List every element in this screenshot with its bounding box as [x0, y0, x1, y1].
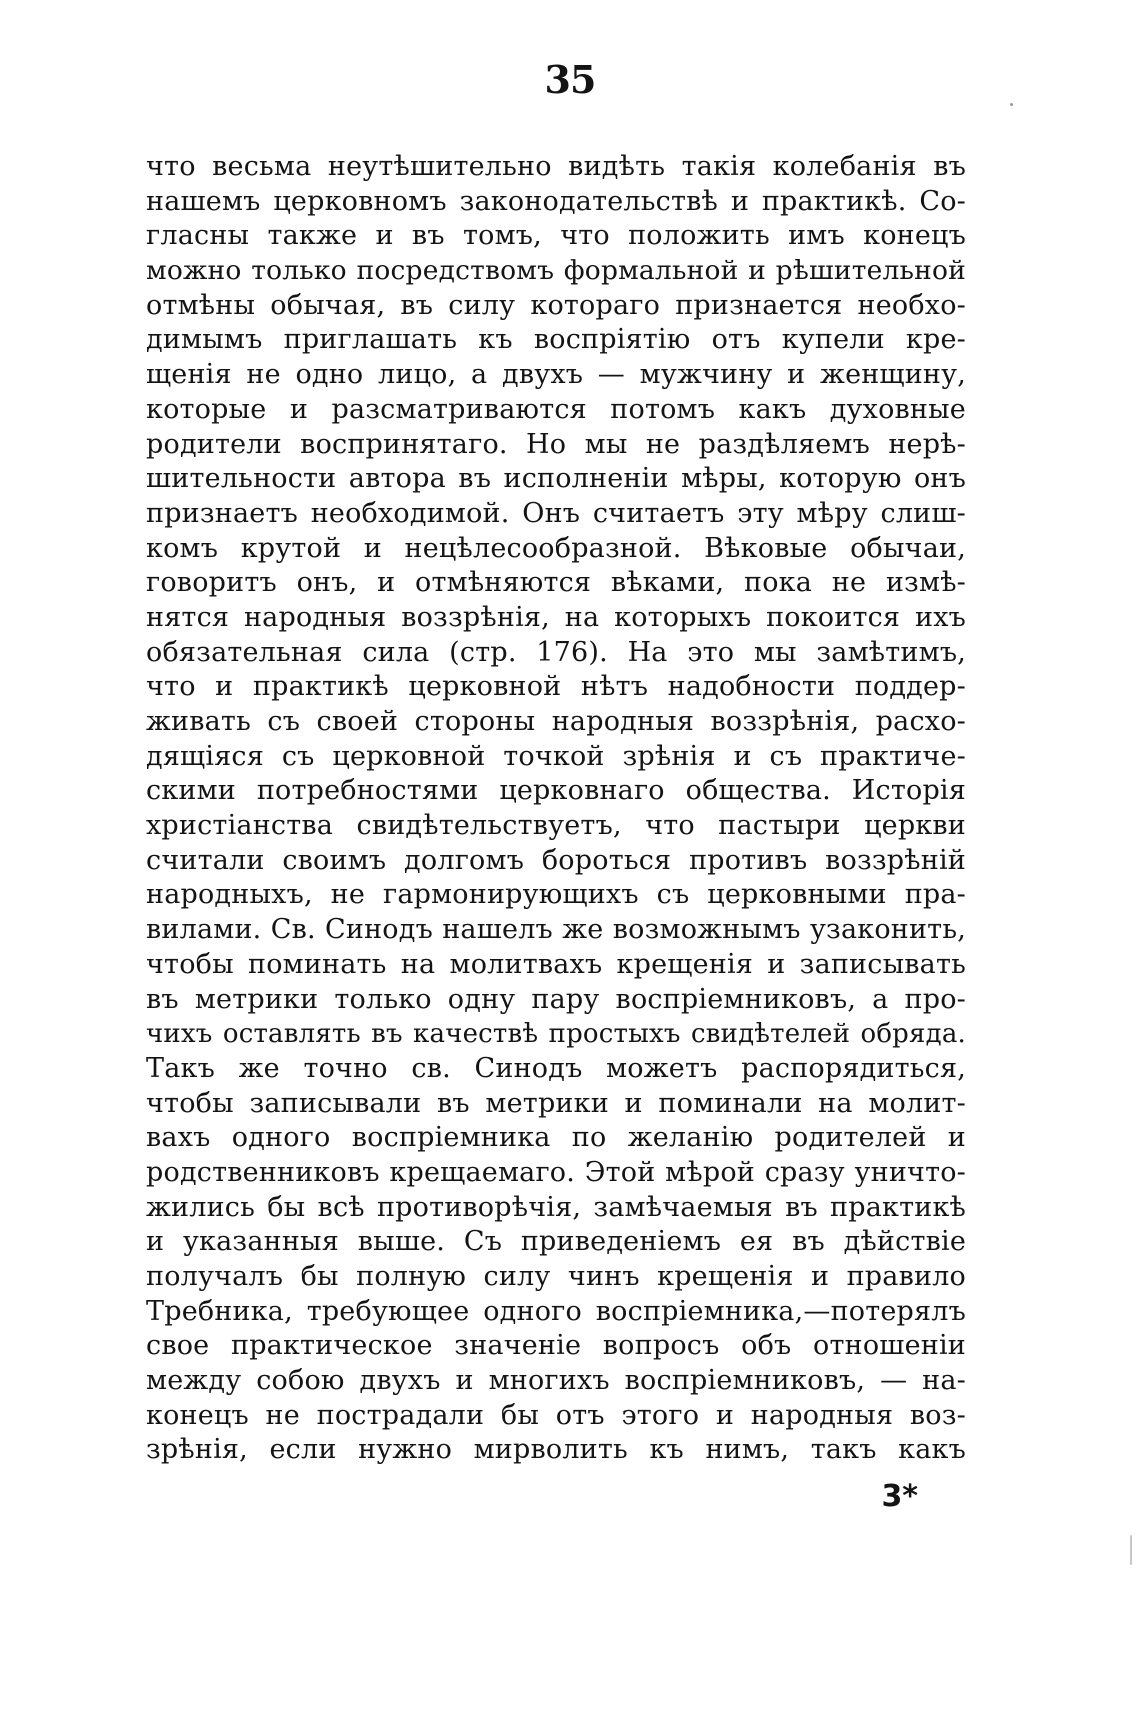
text-line: нятся народныя воззрѣнія, на которыхъ покоится ихъ [146, 601, 966, 633]
text-line: щенія не одно лицо, а двухъ — мужчину и женщину, [146, 359, 966, 391]
text-line: комъ крутой и нецѣлесообразной. Вѣковые обычаи, [146, 532, 966, 564]
text-line: родители воспринятаго. Но мы не раздѣляемъ нерѣ- [146, 428, 966, 460]
text-line: отмѣны обычая, въ силу котораго признается необхо- [146, 289, 966, 321]
text-line: и указанныя выше. Съ приведеніемъ ея въ дѣйствіе [146, 1226, 966, 1258]
text-line: можно только посредствомъ формальной и рѣшительной [146, 255, 966, 287]
body-text [146, 150, 966, 1468]
text-line: обязательная сила (стр. 176). На это мы замѣтимъ, [146, 636, 966, 668]
text-line: конецъ не пострадали бы отъ этого и народныя воз- [146, 1399, 966, 1431]
text-line: вилами. Св. Синодъ нашелъ же возможнымъ узаконить, [146, 914, 966, 946]
text-line: жились бы всѣ противорѣчія, замѣчаемыя въ практикѣ [146, 1191, 966, 1223]
text-line: чтобы поминать на молитвахъ крещенія и записывать [146, 948, 966, 980]
text-line: христіанства свидѣтельствуетъ, что пастыри церкви [146, 810, 966, 842]
text-line: димымъ приглашать къ воспріятію отъ купели кре- [146, 324, 966, 356]
text-line: народныхъ, не гармонирующихъ съ церковными пра- [146, 879, 966, 911]
text-line: родственниковъ крещаемаго. Этой мѣрой сразу уничто- [146, 1156, 966, 1188]
text-line: дящіяся съ церковной точкой зрѣнія и съ практиче- [146, 740, 966, 772]
text-line: вахъ одного воспріемника по желанію родителей и [146, 1122, 966, 1154]
text-line: Такъ же точно св. Синодъ можетъ распорядиться, [146, 1052, 966, 1084]
text-line: которые и разсматриваются потомъ какъ духовные [146, 393, 966, 425]
text-line: живать съ своей стороны народныя воззрѣнія, расхо- [146, 706, 966, 737]
text-line: шительности автора въ исполненіи мѣры, которую онъ [146, 463, 966, 495]
text-line: считали своимъ долгомъ бороться противъ воззрѣній [146, 844, 966, 876]
text-line: въ метрики только одну пару воспріемниковъ, а про- [146, 983, 966, 1015]
text-line: говоритъ онъ, и отмѣняются вѣками, пока не измѣ- [146, 567, 966, 599]
text-line: чтобы записывали въ метрики и поминали на молит- [146, 1087, 966, 1119]
text-line: что весьма неутѣшительно видѣть такія колебанія въ [146, 151, 966, 182]
scan-speck [1130, 1535, 1132, 1565]
signature-mark: 3* [881, 1479, 918, 1514]
scan-speck [1010, 103, 1013, 106]
text-line: между собою двухъ и многихъ воспріемниковъ, — на- [146, 1365, 966, 1397]
text-line: признаетъ необходимой. Онъ считаетъ эту мѣру слиш- [146, 497, 966, 529]
text-line: Требника, требующее одного воспріемника,—потерялъ [146, 1295, 966, 1327]
text-line: гласны также и въ томъ, что положить имъ конецъ [146, 220, 966, 252]
text-line: скими потребностями церковнаго общества. Исторія [146, 775, 966, 807]
text-line: получалъ бы полную силу чинъ крещенія и правило [146, 1261, 966, 1292]
text-line: свое практическое значеніе вопросъ объ отношеніи [146, 1330, 966, 1362]
page-number: 35 [544, 57, 596, 102]
text-line: зрѣнія, если нужно мирволить къ нимъ, такъ какъ [146, 1434, 966, 1466]
text-line: что и практикѣ церковной нѣтъ надобности поддер- [146, 671, 966, 703]
text-line: нашемъ церковномъ законодательствѣ и практикѣ. Со- [146, 185, 966, 217]
text-line: чихъ оставлять въ качествѣ простыхъ свидѣтелей обряда. [146, 1019, 966, 1050]
